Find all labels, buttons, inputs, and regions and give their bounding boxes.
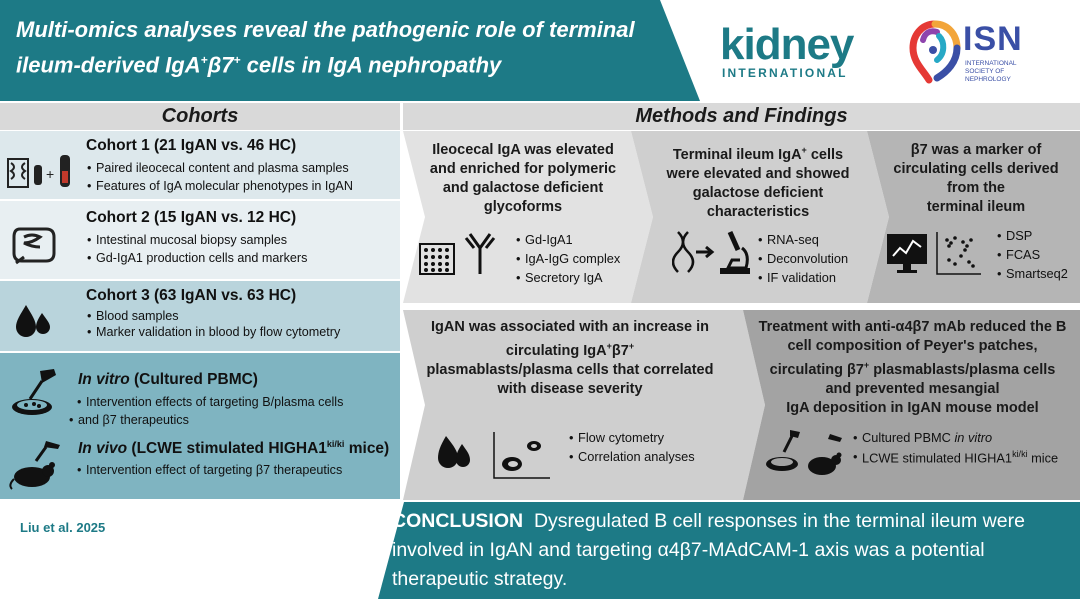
cohort-2-bullet-1: • Intestinal mucosal biopsy samples bbox=[96, 231, 287, 249]
mouse-syringe-icon bbox=[6, 439, 64, 491]
cohort-intervention-panel bbox=[0, 353, 400, 499]
cohort-2-bullet-2: • Gd-IgA1 production cells and markers bbox=[96, 249, 307, 267]
panel-3-heading: β7 was a marker of circulating cells derived from the terminal ileum bbox=[893, 142, 1059, 215]
intestine-plasma-icon bbox=[4, 151, 76, 191]
methods-heading: Methods and Findings bbox=[403, 103, 1080, 130]
monitor-scatter-icon bbox=[885, 228, 985, 278]
in-vivo-title: In vivo (LCWE stimulated $HIGHA1^{ki/ki}$ mice) bbox=[78, 439, 390, 458]
panel-2-heading: Terminal ileum IgA+ cells were elevated and showed galactose deficient characteristics bbox=[666, 145, 850, 220]
panel-2-item-3: • IF validation bbox=[767, 270, 836, 285]
plate-antibody-icon bbox=[418, 232, 506, 276]
in-vitro-bullet-1: • Intervention effects of targeting B/plasma cells bbox=[86, 393, 343, 411]
cohort-1-bullet-2: • Features of IgA molecular phenotypes in IgAN bbox=[96, 177, 353, 195]
page-title: Multi-omics analyses reveal the pathogenic role of terminal ileum-derived IgA+β7+ cells in IgA nephropathy bbox=[16, 17, 635, 78]
pipette-mouse-icon bbox=[764, 428, 846, 478]
dna-microscope-icon bbox=[672, 228, 756, 276]
panel-4-heading: IgAN was associated with an increase in circulating IgA+β7+ plasmablasts/plasma cells that correlated with disease severity bbox=[426, 319, 714, 397]
in-vitro-title: In vitro (Cultured PBMC) bbox=[78, 371, 258, 388]
cohort-3-panel bbox=[0, 281, 400, 351]
kidney-international-logo: kidney INTERNATIONAL bbox=[720, 20, 854, 80]
cohort-1-title: Cohort 1 (21 IgAN vs. 46 HC) bbox=[86, 137, 297, 154]
panel-1-item-3: • Secretory IgA bbox=[525, 270, 603, 285]
cohorts-heading: Cohorts bbox=[0, 103, 400, 130]
panel-4-item-2: • Correlation analyses bbox=[578, 449, 695, 464]
conclusion-text bbox=[392, 507, 1072, 594]
cohort-1-bullet-1: • Paired ileocecal content and plasma samples bbox=[96, 159, 349, 177]
panel-4-item-1: • Flow cytometry bbox=[578, 430, 664, 445]
panel-5-heading: Treatment with anti-α4β7 mAb reduced the B cell composition of Peyer's patches, circulating β7+ plasmablasts/plasma cells and prevented mesangial IgA deposition in IgAN mouse model bbox=[758, 319, 1067, 416]
panel-3-item-3: • Smartseq2 bbox=[1006, 266, 1068, 281]
cohort-2-panel bbox=[0, 201, 400, 279]
blood-drops-icon bbox=[14, 299, 54, 339]
isn-emblem-icon bbox=[909, 20, 961, 84]
svg-text:+: + bbox=[46, 166, 55, 182]
panel-5-item-1: • Cultured PBMC in vitro bbox=[862, 430, 992, 445]
panel-1-item-2: • IgA-IgG complex bbox=[525, 251, 620, 266]
pipette-dish-icon bbox=[8, 367, 64, 419]
panel-2-item-2: • Deconvolution bbox=[767, 251, 848, 266]
panel-3-item-1: • DSP bbox=[1006, 228, 1032, 243]
panel-1-heading: Ileocecal IgA was elevated and enriched for polymeric and galactose deficient glycoforms bbox=[429, 142, 617, 215]
cohort-3-bullet-2: • Marker validation in blood by flow cytometry bbox=[96, 323, 340, 341]
cohort-3-title: Cohort 3 (63 IgAN vs. 63 HC) bbox=[86, 287, 297, 304]
in-vitro-bullet-2: • and β7 therapeutics bbox=[78, 411, 189, 429]
isn-logo: ISN INTERNATIONAL SOCIETY OF NEPHROLOGY bbox=[905, 18, 1075, 88]
in-vivo-bullet-1: • Intervention effect of targeting β7 therapeutics bbox=[86, 461, 342, 479]
intestine-biopsy-icon bbox=[10, 223, 58, 269]
cohort-3-bullet-1: • Blood samples bbox=[96, 307, 179, 325]
blood-flow-cytometry-icon bbox=[436, 430, 556, 480]
citation: Liu et al. 2025 bbox=[20, 520, 106, 535]
cohort-2-title: Cohort 2 (15 IgAN vs. 12 HC) bbox=[86, 209, 297, 226]
panel-5-item-2: • LCWE stimulated $HIGHA1^{ki/ki}$ mice bbox=[862, 449, 1058, 465]
conclusion-body: Dysregulated B cell responses in the terminal ileum were involved in IgAN and targeting α4β7-MAdCAM-1 axis was a potential therapeutic strategy. bbox=[392, 510, 1025, 590]
cohort-1-panel bbox=[0, 131, 400, 199]
panel-3-item-2: • FCAS bbox=[1006, 247, 1040, 262]
panel-1-item-1: • Gd-IgA1 bbox=[525, 232, 573, 247]
conclusion-label: CONCLUSION bbox=[392, 510, 524, 532]
panel-2-item-1: • RNA-seq bbox=[767, 232, 819, 247]
